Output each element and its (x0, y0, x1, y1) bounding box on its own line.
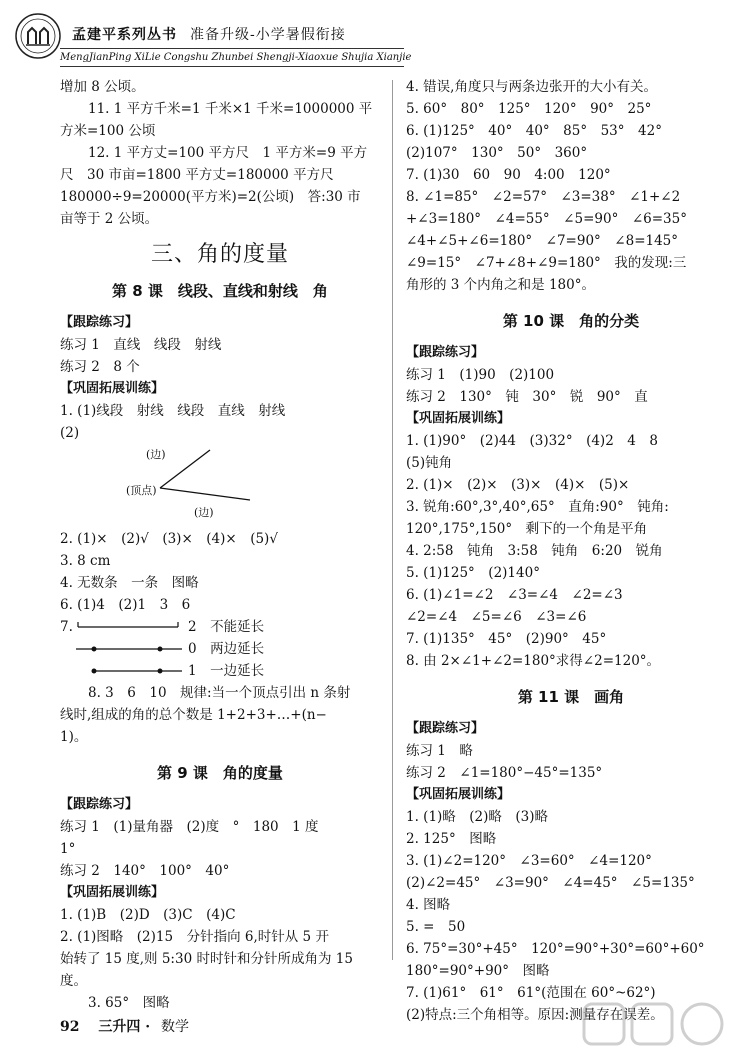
text-line: 8. 3 6 10 规律:当一个顶点引出 n 条射 (88, 685, 351, 701)
publisher-logo-icon (14, 12, 62, 60)
header-rule (60, 48, 404, 49)
section-heading: 【跟踪练习】 (406, 721, 485, 736)
text-line: 4. 无数条 一条 图略 (60, 575, 199, 591)
text-line: 度。 (60, 973, 87, 989)
text-line: 7. (1)135° 45° (2)90° 45° (406, 631, 607, 647)
text-line: (2)∠2=45° ∠3=90° ∠4=45° ∠5=135° (406, 875, 695, 891)
text-line: 180°=90°+90° 图略 (406, 963, 550, 979)
text-line: 6. (1)125° 40° 40° 85° 53° 42° (406, 123, 662, 139)
section-heading: 【跟踪练习】 (406, 345, 485, 360)
text-line: 5. 60° 80° 125° 120° 90° 25° (406, 101, 652, 117)
text-line: 练习 1 直线 线段 射线 (60, 337, 222, 353)
text-line: 4. 图略 (406, 897, 451, 913)
text-line: 120°,175°,150° 剩下的一个角是平角 (406, 521, 648, 537)
text-line: 练习 1 (1)量角器 (2)度 ° 180 1 度 (60, 819, 319, 835)
left-column (60, 76, 380, 1014)
chapter-title: 三、角的度量 (150, 242, 289, 267)
section-heading: 【巩固拓展训练】 (406, 787, 511, 802)
page-footer: 92 三升四 · 数学 (60, 1019, 189, 1035)
angle-diagram (60, 444, 380, 528)
text-line: 0 两边延长 (188, 641, 265, 657)
text-line: 1 一边延长 (188, 663, 265, 679)
text-line: 3. 8 cm (60, 553, 111, 569)
text-line: 7. (1)30 60 90 4:00 120° (406, 167, 611, 183)
text-line: 2. (1)图略 (2)15 分针指向 6,时针从 5 开 (60, 929, 329, 945)
text-line: ∠4+∠5+∠6=180° ∠7=90° ∠8=145° (406, 233, 679, 249)
section-heading: 【巩固拓展训练】 (60, 381, 165, 396)
text-line: 5. = 50 (406, 919, 466, 935)
text-line: 2 不能延长 (188, 619, 265, 635)
side-label: (边) (146, 448, 166, 461)
text-line: 练习 2 ∠1=180°−45°=135° (406, 765, 603, 781)
text-line: 4. 错误,角度只与两条边张开的大小有关。 (406, 79, 657, 95)
text-line: 2. (1)× (2)× (3)× (4)× (5)× (406, 477, 630, 493)
text-line: (2)特点:三个角相等。原因:测量存在误差。 (406, 1007, 664, 1023)
text-line: ∠2=∠4 ∠5=∠6 ∠3=∠6 (406, 609, 587, 625)
text-line: 3. 65° 图略 (88, 995, 170, 1011)
text-line: 线时,组成的角的总个数是 1+2+3+…+(n− (60, 707, 327, 723)
text-line: 1° (60, 841, 76, 857)
text-line: 方米=100 公顷 (60, 123, 156, 139)
section-heading: 【巩固拓展训练】 (406, 411, 511, 426)
text-line: 练习 1 (1)90 (2)100 (406, 367, 555, 383)
lesson-title: 第 10 课 角的分类 (502, 312, 640, 330)
text-line: 角形的 3 个内角之和是 180°。 (406, 277, 595, 293)
text-line: (2) (60, 425, 80, 441)
page-header (0, 0, 750, 75)
text-line: 1. (1)B (2)D (3)C (4)C (60, 907, 236, 923)
grade-label: 三升四 (98, 1019, 141, 1035)
text-line: (5)钝角 (406, 455, 453, 471)
text-line: 始转了 15 度,则 5:30 时时针和分针所成角为 15 (60, 951, 353, 967)
series-title: 孟建平系列丛书 (72, 27, 177, 43)
text-line: 180000÷9=20000(平方米)=2(公顷) 答:30 市 (60, 189, 361, 205)
line-figures (74, 616, 184, 682)
header-rule (60, 66, 404, 67)
side-label: (边) (194, 506, 214, 519)
header-pinyin: MengJianPing XiLie Congshu Zhunbei Shengji-Xiaoxue Shujia Xianjie (60, 52, 412, 63)
vertex-label: (顶点) (126, 484, 157, 497)
text-line: 11. 1 平方千米=1 千米×1 千米=1000000 平 (88, 101, 373, 117)
text-line: 1. (1)略 (2)略 (3)略 (406, 809, 549, 825)
lesson-title: 第 11 课 画角 (517, 688, 625, 706)
series-subtitle: 准备升级-小学暑假衔接 (190, 27, 346, 43)
text-line: +∠3=180° ∠4=55° ∠5=90° ∠6=35° (406, 211, 687, 227)
section-heading: 【跟踪练习】 (60, 315, 139, 330)
text-line: 4. 2:58 钝角 3:58 钝角 6:20 锐角 (406, 543, 663, 559)
text-line: (2)107° 130° 50° 360° (406, 145, 588, 161)
text-line: 1)。 (60, 729, 88, 745)
text-line: 亩等于 2 公顷。 (60, 211, 159, 227)
lesson-title: 第 8 课 线段、直线和射线 角 (112, 282, 328, 300)
text-line: 12. 1 平方丈=100 平方尺 1 平方米=9 平方 (88, 145, 368, 161)
text-line: ∠9=15° ∠7+∠8+∠9=180° 我的发现:三 (406, 255, 687, 271)
line-types-figure (60, 616, 380, 682)
text-line: 2. 125° 图略 (406, 831, 497, 847)
column-divider (392, 80, 393, 960)
text-line: 8. 由 2×∠1+∠2=180°求得∠2=120°。 (406, 653, 661, 669)
section-heading: 【巩固拓展训练】 (60, 885, 165, 900)
question-number: 7. (60, 619, 73, 635)
text-line: 练习 2 8 个 (60, 359, 140, 375)
text-line: 练习 2 140° 100° 40° (60, 863, 230, 879)
text-line: 2. (1)× (2)√ (3)× (4)× (5)√ (60, 531, 278, 547)
right-column (406, 76, 736, 1026)
section-heading: 【跟踪练习】 (60, 797, 139, 812)
page-number: 92 (60, 1019, 80, 1035)
text-line: 6. 75°=30°+45° 120°=90°+30°=60°+60° (406, 941, 705, 957)
lesson-title: 第 9 课 角的度量 (157, 764, 283, 782)
text-line: 练习 2 130° 钝 30° 锐 90° 直 (406, 389, 648, 405)
text-line: 5. (1)125° (2)140° (406, 565, 540, 581)
watermark-icon (580, 1000, 740, 1052)
text-line: 6. (1)∠1=∠2 ∠3=∠4 ∠2=∠3 (406, 587, 623, 603)
text-line: 6. (1)4 (2)1 3 6 (60, 597, 191, 613)
text-line: 8. ∠1=85° ∠2=57° ∠3=38° ∠1+∠2 (406, 189, 681, 205)
text-line: 1. (1)线段 射线 线段 直线 射线 (60, 403, 286, 419)
text-line: 3. (1)∠2=120° ∠3=60° ∠4=120° (406, 853, 652, 869)
text-line: 3. 锐角:60°,3°,40°,65° 直角:90° 钝角: (406, 499, 669, 515)
text-line: 练习 1 略 (406, 743, 473, 759)
text-line: 1. (1)90° (2)44 (3)32° (4)2 4 8 (406, 433, 658, 449)
text-line: 7. (1)61° 61° 61°(范围在 60°~62°) (406, 985, 656, 1001)
text-line: 增加 8 公顷。 (60, 79, 145, 95)
text-line: 尺 30 市亩=1800 平方丈=180000 平方尺 (60, 167, 334, 183)
subject-label: 数学 (160, 1019, 189, 1035)
